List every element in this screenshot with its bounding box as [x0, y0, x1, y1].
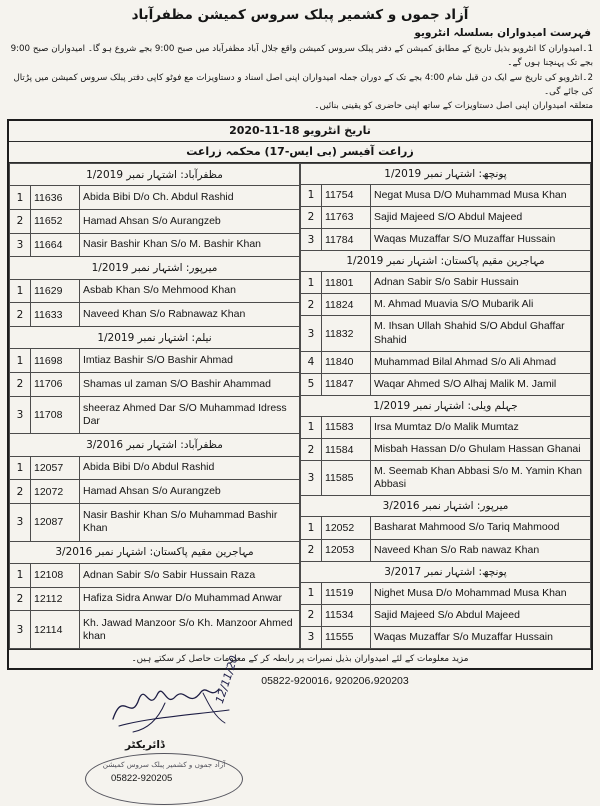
schedule-table — [7, 119, 593, 670]
serial-number: 3 — [301, 626, 322, 648]
contact-note: مزید معلومات کے لئے امیدواران بذیل نمبرات پر رابطہ کر کے معلومات حاصل کر سکتے ہیں۔ — [9, 649, 591, 668]
candidate-row — [10, 233, 300, 257]
left-column-table — [9, 163, 300, 649]
serial-number: 2 — [301, 294, 322, 316]
roll-number: 12114 — [31, 611, 80, 649]
section-header-row — [10, 326, 300, 348]
section-header: میرپور: اشتہار نمبر 3/2016 — [301, 496, 591, 517]
candidate-row — [301, 316, 591, 351]
section-header: پونچھ: اشتہار نمبر 1/2019 — [301, 163, 591, 184]
bottom-phone: 05822-920205 — [111, 773, 173, 785]
candidate-name: Abida Bibi D/o Abdul Rashid — [80, 456, 300, 480]
candidate-name: M. Ahmad Muavia S/O Mubarik Ali — [371, 294, 591, 316]
note-line-3: متعلقہ امیدواران اپنی اصل دستاویزات کے ساتھ اپنی حاضری کو یقینی بنائیں۔ — [314, 101, 593, 112]
roll-number: 11824 — [322, 294, 371, 316]
candidate-name: Sajid Majeed S/O Abdul Majeed — [371, 206, 591, 228]
serial-number: 2 — [10, 587, 31, 611]
serial-number: 5 — [301, 373, 322, 395]
serial-number: 1 — [301, 416, 322, 438]
section-header: پونچھ: اشتہار نمبر 3/2017 — [301, 561, 591, 582]
serial-number: 1 — [10, 349, 31, 373]
roll-number: 11519 — [322, 582, 371, 604]
roll-number: 11763 — [322, 206, 371, 228]
candidate-name: Nasir Bashir Khan S/o Muhammad Bashir Khan — [80, 503, 300, 541]
right-column-table — [300, 163, 591, 649]
serial-number: 1 — [10, 279, 31, 303]
section-header: مہاجرین مقیم پاکستان: اشتہار نمبر 1/2019 — [301, 251, 591, 272]
roll-number: 11585 — [322, 461, 371, 496]
candidate-name: Irsa Mumtaz D/o Malik Mumtaz — [371, 416, 591, 438]
serial-number: 2 — [10, 209, 31, 233]
roll-number: 11801 — [322, 272, 371, 294]
serial-number: 2 — [10, 303, 31, 327]
candidate-row — [301, 294, 591, 316]
roll-number: 11584 — [322, 439, 371, 461]
candidate-row — [10, 349, 300, 373]
serial-number: 2 — [301, 604, 322, 626]
candidate-name: Sajid Majeed S/o Abdul Majeed — [371, 604, 591, 626]
serial-number: 2 — [301, 206, 322, 228]
serial-number: 1 — [301, 272, 322, 294]
candidate-name: Misbah Hassan D/o Ghulam Hassan Ghanai — [371, 439, 591, 461]
candidate-row — [301, 416, 591, 438]
candidate-row — [301, 604, 591, 626]
candidate-row — [301, 184, 591, 206]
roll-number: 11636 — [31, 186, 80, 210]
candidate-row — [301, 461, 591, 496]
candidate-row — [10, 279, 300, 303]
candidate-row — [10, 372, 300, 396]
candidate-name: Nighet Musa D/o Mohammad Musa Khan — [371, 582, 591, 604]
candidate-row — [301, 539, 591, 561]
roll-number: 12053 — [322, 539, 371, 561]
serial-number: 3 — [10, 396, 31, 434]
serial-number: 2 — [10, 480, 31, 504]
candidate-name: Nasir Bashir Khan S/o M. Bashir Khan — [80, 233, 300, 257]
candidate-name: M. Ihsan Ullah Shahid S/O Abdul Ghaffar Shahid — [371, 316, 591, 351]
serial-number: 3 — [301, 461, 322, 496]
handwritten-date: 12/11/20 — [213, 654, 241, 706]
serial-number: 2 — [301, 439, 322, 461]
note-line-1: 1۔امیدواران کا انٹرویو بذیل تاریخ کے مطابق کمیشن کے دفتر پبلک سروس کمیشن واقع جلال آباد مظفرآباد میں صبح 9:00 بجے شروع ہو گا۔ امیدواران صبح 9:00 بجے تک پہنچنا ہوں گے۔ — [10, 44, 593, 69]
candidate-row — [10, 186, 300, 210]
roll-number: 11706 — [31, 372, 80, 396]
candidate-row — [301, 626, 591, 648]
serial-number: 4 — [301, 351, 322, 373]
serial-number: 3 — [10, 503, 31, 541]
candidate-row — [10, 456, 300, 480]
roll-number: 11633 — [31, 303, 80, 327]
candidate-name: Asbab Khan S/o Mehmood Khan — [80, 279, 300, 303]
candidate-name: Naveed Khan S/o Rabnawaz Khan — [80, 303, 300, 327]
section-header: نیلم: اشتہار نمبر 1/2019 — [10, 326, 300, 348]
candidate-row — [301, 439, 591, 461]
roll-number: 11698 — [31, 349, 80, 373]
director-label: ڈائریکٹر — [125, 739, 165, 752]
section-header-row — [10, 257, 300, 279]
serial-number: 1 — [10, 564, 31, 588]
candidate-name: Hamad Ahsan S/o Aurangzeb — [80, 209, 300, 233]
candidate-name: M. Seemab Khan Abbasi S/o M. Yamin Khan Abbasi — [371, 461, 591, 496]
section-header-row — [301, 496, 591, 517]
candidate-name: Shamas ul zaman S/O Bashir Ahammad — [80, 372, 300, 396]
section-header-row — [10, 434, 300, 456]
roll-number: 12052 — [322, 517, 371, 539]
candidate-name: Hafiza Sidra Anwar D/o Muhammad Anwar — [80, 587, 300, 611]
roll-number: 11784 — [322, 229, 371, 251]
section-header-row — [301, 561, 591, 582]
roll-number: 11840 — [322, 351, 371, 373]
section-header: مظفرآباد: اشتہار نمبر 3/2016 — [10, 434, 300, 456]
section-header: جہلم ویلی: اشتہار نمبر 1/2019 — [301, 395, 591, 416]
interview-date-header: تاریخ انٹرویو 18-11-2020 — [9, 121, 591, 142]
roll-number: 12087 — [31, 503, 80, 541]
section-header: مہاجرین مقیم پاکستان: اشتہار نمبر 3/2016 — [10, 541, 300, 563]
serial-number: 3 — [10, 611, 31, 649]
candidate-row — [10, 611, 300, 649]
contact-phones: 05822-920016، 920206،920203 — [261, 675, 409, 688]
serial-number: 1 — [301, 582, 322, 604]
serial-number: 3 — [301, 229, 322, 251]
section-header-row — [10, 163, 300, 185]
serial-number: 3 — [10, 233, 31, 257]
roll-number: 12112 — [31, 587, 80, 611]
candidate-name: Waqar Ahmed S/O Alhaj Malik M. Jamil — [371, 373, 591, 395]
serial-number: 3 — [301, 316, 322, 351]
candidate-row — [301, 272, 591, 294]
section-header: مظفرآباد: اشتہار نمبر 1/2019 — [10, 163, 300, 185]
instruction-notes — [7, 42, 593, 114]
candidate-row — [10, 209, 300, 233]
candidate-name: Waqas Muzaffar S/O Muzaffar Hussain — [371, 229, 591, 251]
note-line-2: 2۔انٹرویو کی تاریخ سے ایک دن قبل شام 4:00 بجے تک کے دوران جملہ امیدواران اپنی اصل اسناد و دستاویزات مع فوٹو کاپی دفتر پبلک سروس کمیشن میں پڑتال کی جائے گی۔ — [13, 72, 593, 98]
section-header-row — [10, 541, 300, 563]
roll-number: 11708 — [31, 396, 80, 434]
candidate-name: sheeraz Ahmed Dar S/O Muhammad Idress Dar — [80, 396, 300, 434]
roll-number: 12108 — [31, 564, 80, 588]
candidate-name: Adnan Sabir S/o Sabir Hussain — [371, 272, 591, 294]
roll-number: 11534 — [322, 604, 371, 626]
candidate-row — [10, 564, 300, 588]
serial-number: 2 — [301, 539, 322, 561]
candidate-row — [10, 303, 300, 327]
roll-number: 11629 — [31, 279, 80, 303]
candidate-row — [301, 351, 591, 373]
serial-number: 1 — [10, 456, 31, 480]
candidate-name: Adnan Sabir S/o Sabir Hussain Raza — [80, 564, 300, 588]
candidate-name: Negat Musa D/O Muhammad Musa Khan — [371, 184, 591, 206]
candidate-row — [10, 396, 300, 434]
section-header-row — [301, 163, 591, 184]
roll-number: 11664 — [31, 233, 80, 257]
candidate-name: Imtiaz Bashir S/O Bashir Ahmad — [80, 349, 300, 373]
section-header-row — [301, 395, 591, 416]
post-title-header: زراعت آفیسر (بی ایس-17) محکمہ زراعت — [9, 142, 591, 163]
roll-number: 11832 — [322, 316, 371, 351]
roll-number: 11583 — [322, 416, 371, 438]
document-title: آزاد جموں و کشمیر پبلک سروس کمیشن مظفرآباد — [131, 7, 469, 23]
roll-number: 11754 — [322, 184, 371, 206]
candidate-row — [301, 229, 591, 251]
candidate-row — [301, 206, 591, 228]
serial-number: 1 — [301, 184, 322, 206]
roll-number: 12057 — [31, 456, 80, 480]
section-header-row — [301, 251, 591, 272]
candidate-name: Naveed Khan S/o Rab nawaz Khan — [371, 539, 591, 561]
serial-number: 1 — [10, 186, 31, 210]
candidate-row — [301, 582, 591, 604]
candidate-name: Kh. Jawad Manzoor S/o Kh. Manzoor Ahmed khan — [80, 611, 300, 649]
serial-number: 2 — [10, 372, 31, 396]
roll-number: 11555 — [322, 626, 371, 648]
candidate-row — [10, 480, 300, 504]
candidate-name: Hamad Ahsan S/o Aurangzeb — [80, 480, 300, 504]
document-subtitle: فہرست امیدواران بسلسلہ انٹرویو — [414, 27, 591, 39]
roll-number: 11847 — [322, 373, 371, 395]
roll-number: 11652 — [31, 209, 80, 233]
candidate-row — [301, 373, 591, 395]
roll-number: 12072 — [31, 480, 80, 504]
section-header: میرپور: اشتہار نمبر 1/2019 — [10, 257, 300, 279]
candidate-name: Basharat Mahmood S/o Tariq Mahmood — [371, 517, 591, 539]
candidate-row — [301, 517, 591, 539]
serial-number: 1 — [301, 517, 322, 539]
candidate-row — [10, 503, 300, 541]
candidate-name: Muhammad Bilal Ahmad S/o Ali Ahmad — [371, 351, 591, 373]
candidate-row — [10, 587, 300, 611]
stamp-text: آزاد جموں و کشمیر پبلک سروس کمیشن — [102, 760, 226, 770]
candidate-name: Waqas Muzaffar S/o Muzaffar Hussain — [371, 626, 591, 648]
table-columns — [9, 163, 591, 649]
candidate-name: Abida Bibi D/o Ch. Abdul Rashid — [80, 186, 300, 210]
